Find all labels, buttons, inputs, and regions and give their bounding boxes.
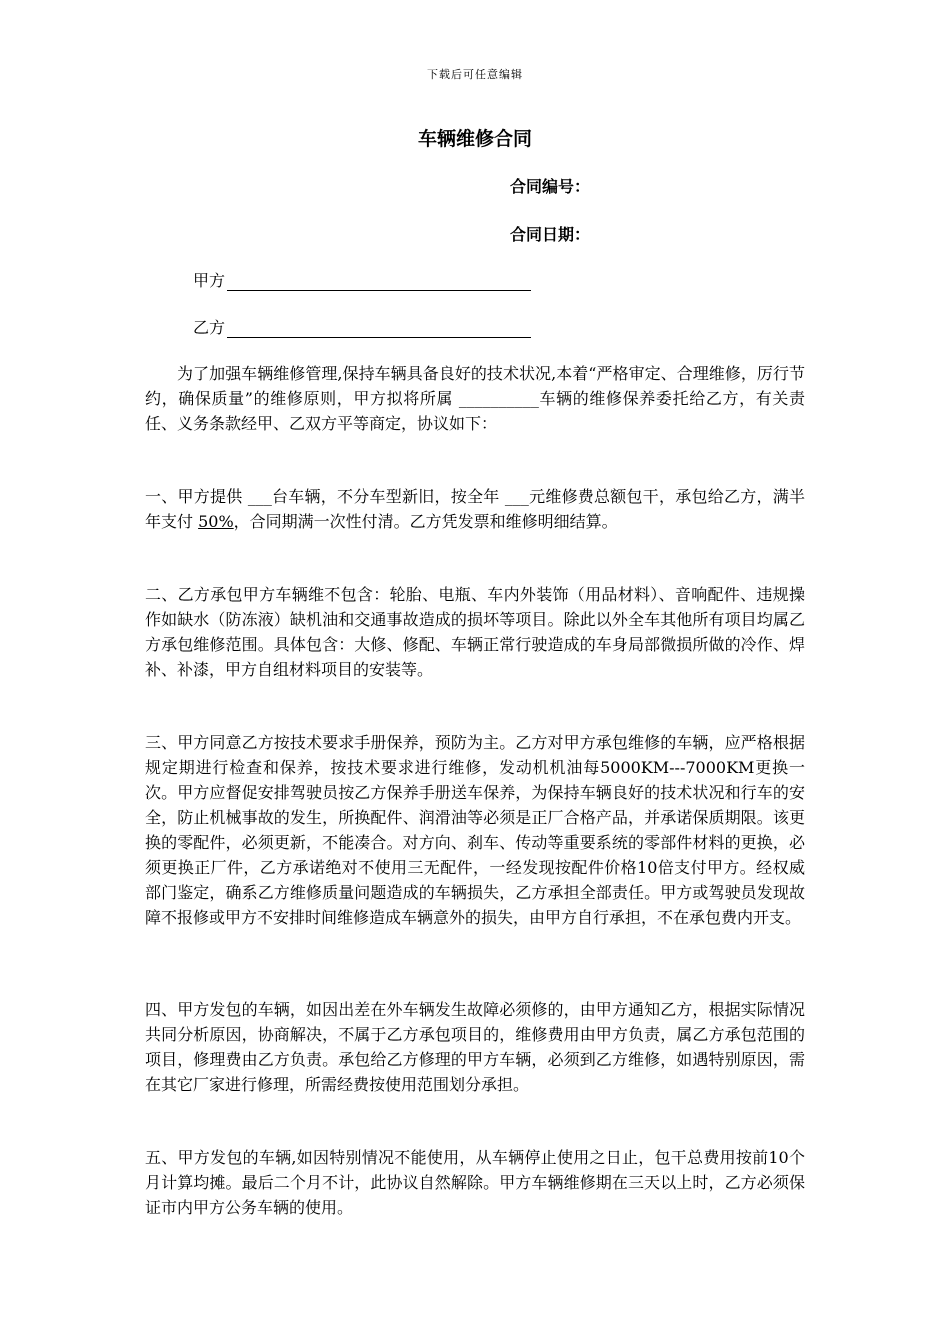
party-b-line: [193, 315, 531, 338]
payment-percent: 50%: [198, 512, 234, 531]
party-b-blank: [227, 317, 531, 338]
party-b-label: 乙方: [193, 318, 226, 337]
page-header-note: 下载后可任意编辑: [427, 68, 523, 81]
party-a-line: [193, 268, 531, 291]
intro-paragraph: 为了加强车辆维修管理,保持车辆具备良好的技术状况,本着“严格审定、合理维修，厉行节约，确保质量”的维修原则，甲方拟将所属 __________车辆的维修保养委托给乙方，有关责任、义务条款经甲、乙双方平等商定，协议如下：: [145, 364, 805, 433]
clause-4: 四、甲方发包的车辆，如因出差在外车辆发生故障必须修的，由甲方通知乙方，根据实际情况共同分析原因，协商解决，不属于乙方承包项目的，维修费用由甲方负责，属乙方承包范围的项目，修理费由乙方负责。承包给乙方修理的甲方车辆，必须到乙方维修，如遇特别原因，需在其它厂家进行修理，所需经费按使用范围划分承担。: [145, 1000, 805, 1094]
annual-fee-blank: ___: [504, 487, 529, 506]
vehicle-count-blank: ___: [247, 487, 272, 506]
clause-2: 二、乙方承包甲方车辆维不包含：轮胎、电瓶、车内外装饰（用品材料）、音响配件、违规操作如缺水（防冻液）缺机油和交通事故造成的损坏等项目。除此以外全车其他所有项目均属乙方承包维修范围。具体包含：大修、修配、车辆正常行驶造成的车身局部微损所做的冷作、焊补、补漆，甲方自组材料项目的安装等。: [145, 585, 805, 679]
contract-date-label: 合同日期：: [510, 225, 591, 244]
clause-3: 三、甲方同意乙方按技术要求手册保养，预防为主。乙方对甲方承包维修的车辆，应严格根据规定期进行检查和保养，按技术要求进行维修，发动机机油每5000KM---7000KM更换一次。甲方应督促安排驾驶员按乙方保养手册送车保养，为保持车辆良好的技术状况和行车的安全，防止机械事故的发生，所换配件、润滑油等必须是正厂合格产品，并承诺保质期限。该更换的零配件，必须更新，不能凑合。对方向、刹车、传动等重要系统的零部件材料的更换，必须更换正厂件，乙方承诺绝对不使用三无配件，一经发现按配件价格10倍支付甲方。经权威部门鉴定，确系乙方维修质量问题造成的车辆损失，乙方承担全部责任。甲方或驾驶员发现故障不报修或甲方不安排时间维修造成车辆意外的损失，由甲方自行承担，不在承包费内开支。: [145, 733, 805, 927]
contract-number-label: 合同编号：: [510, 177, 591, 196]
clause-5: 五、甲方发包的车辆,如因特别情况不能使用，从车辆停止使用之日止，包干总费用按前10个月计算均摊。最后二个月不计，此协议自然解除。甲方车辆维修期在三天以上时，乙方必须保证市内甲方公务车辆的使用。: [145, 1148, 805, 1217]
document-title: 车辆维修合同: [417, 128, 532, 150]
party-a-label: 甲方: [193, 271, 226, 290]
vehicle-owner-blank: __________: [458, 389, 539, 408]
clause-1: 一、甲方提供 ___台车辆，不分车型新旧，按全年 ___元维修费总额包干，承包给乙方，满半年支付 50%，合同期满一次性付清。乙方凭发票和维修明细结算。: [145, 487, 805, 531]
party-a-blank: [227, 270, 531, 291]
